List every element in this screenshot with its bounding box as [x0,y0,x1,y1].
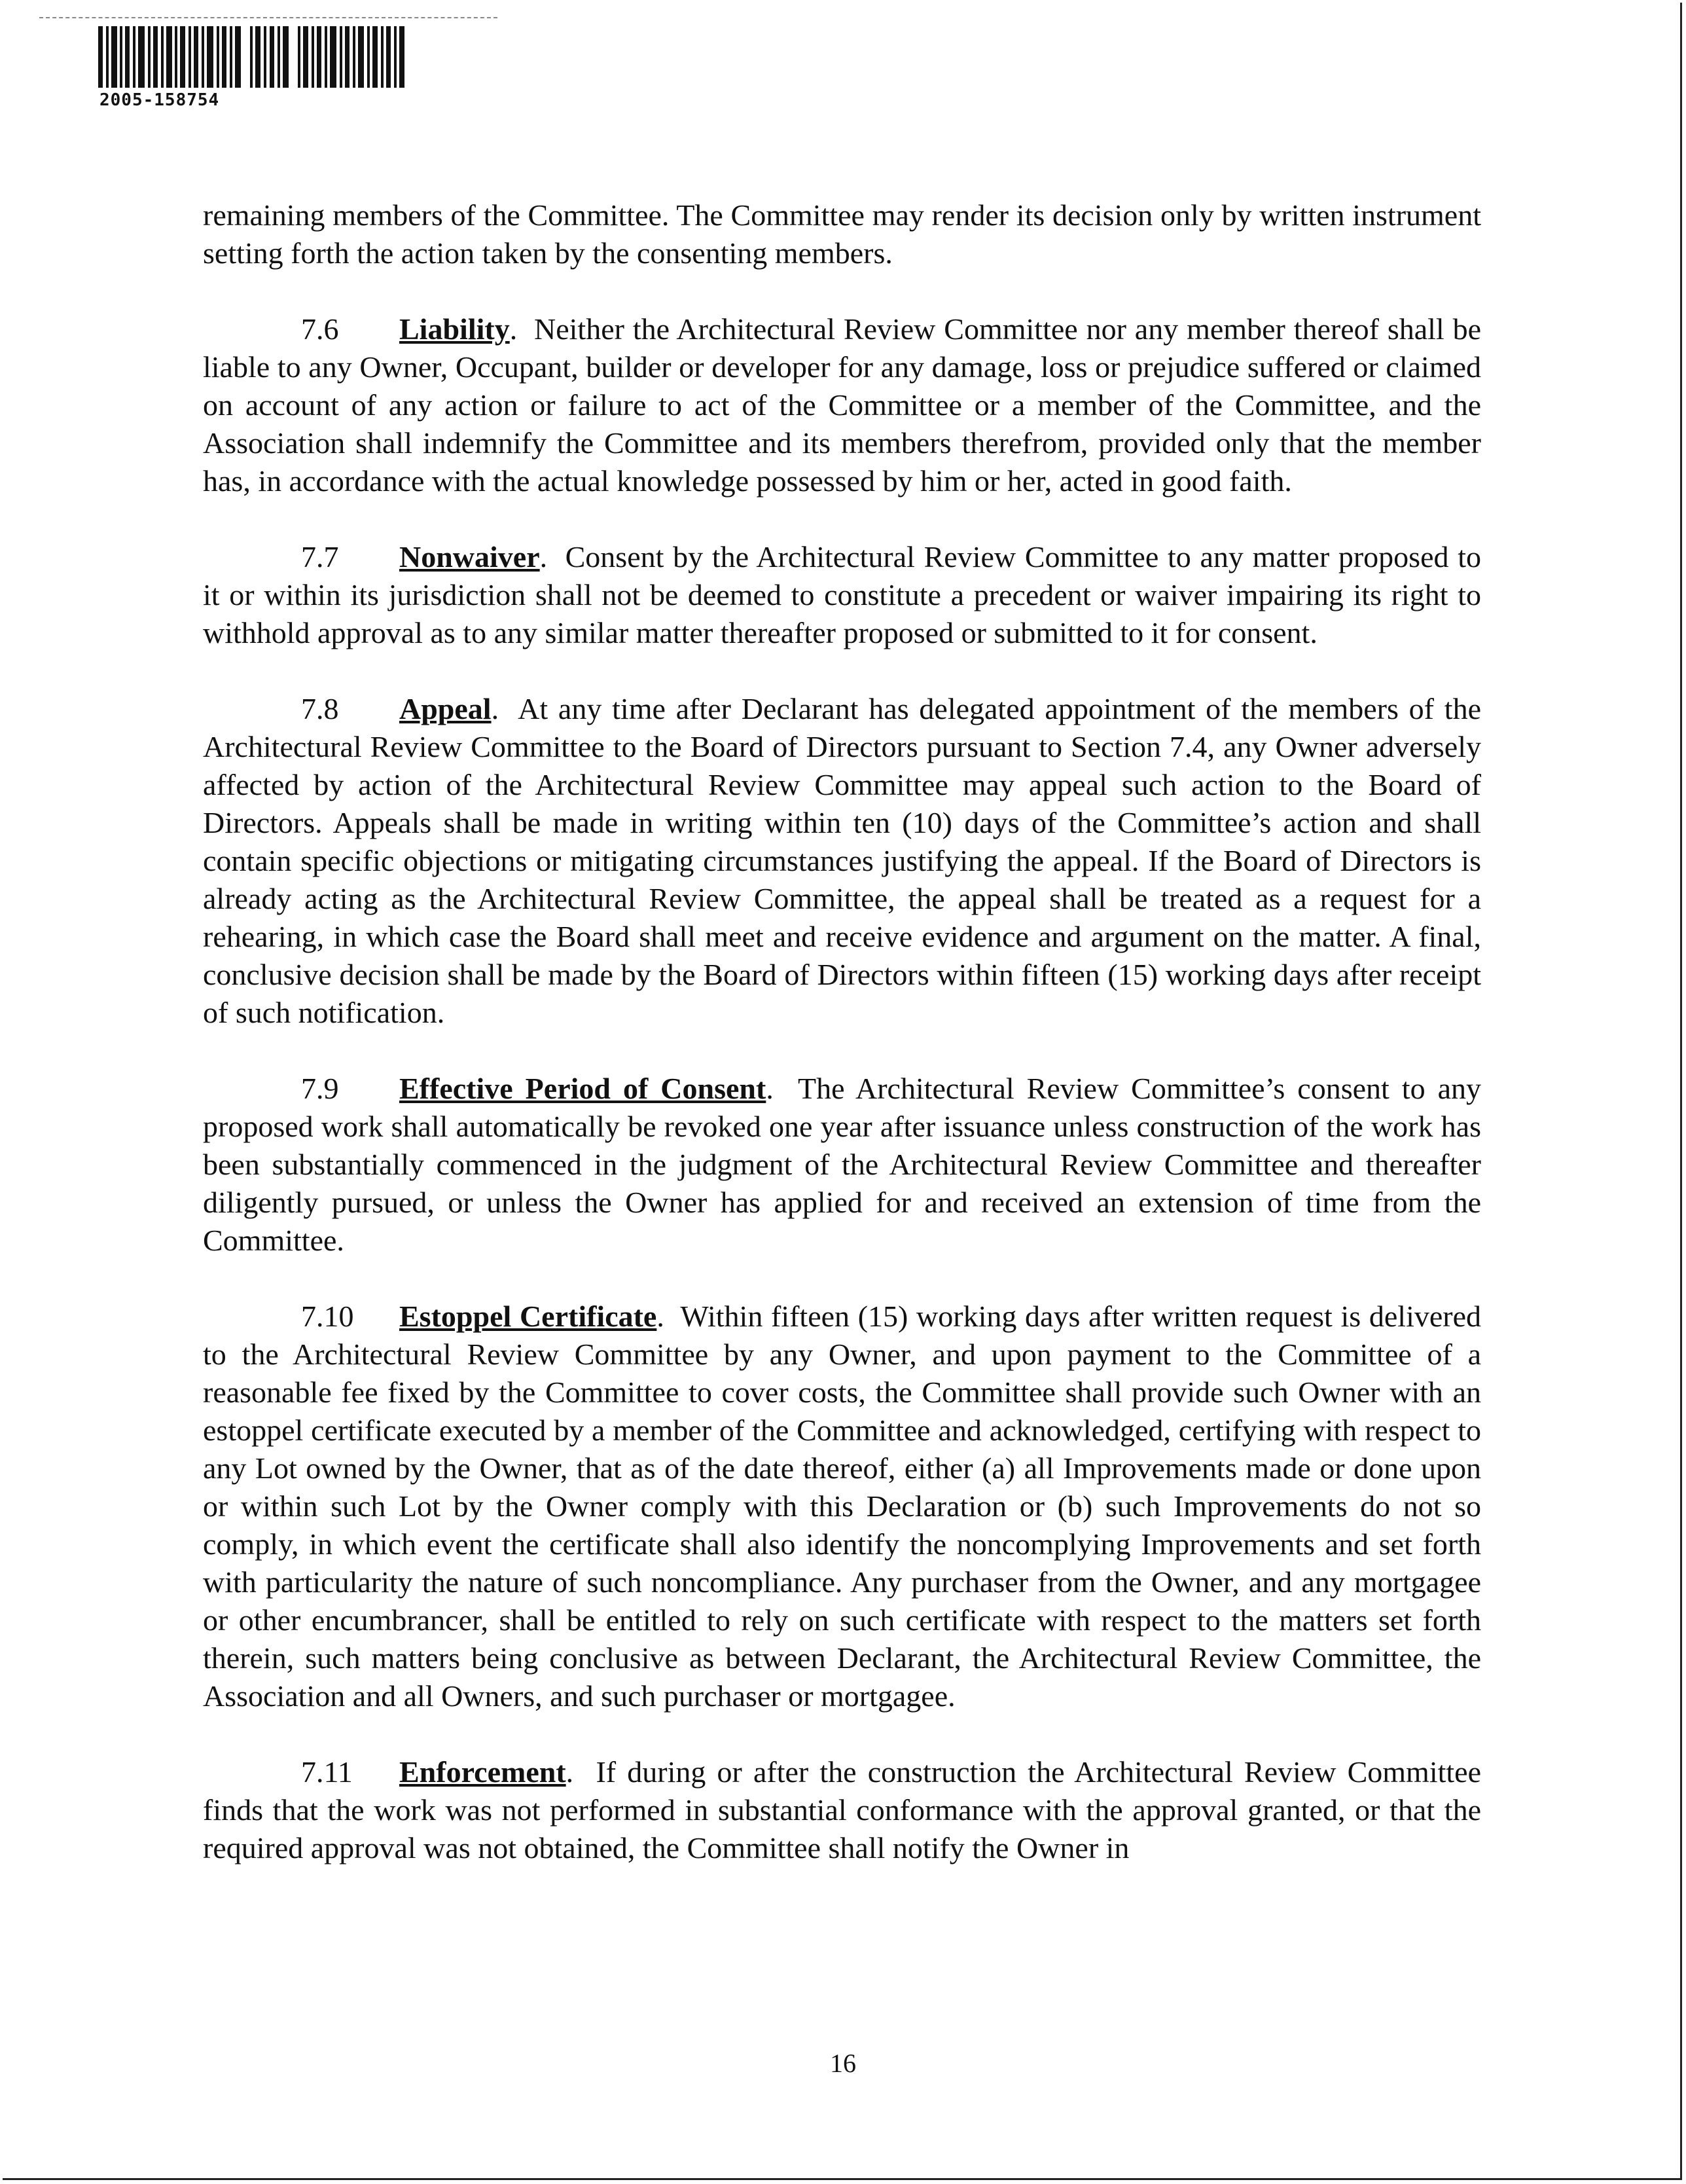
section-title: Appeal [399,692,492,725]
section-text: The Architectural Review Committee’s consent to any proposed work shall automatically be revoked one year after issuance unless construction of the work has been substantially commenced in the judgment of the Architectural Review Committee and thereafter diligently pursued, or unless the Owner has applied for and received an extension of time from the Committee. [203,1072,1481,1257]
section-text: Neither the Architectural Review Committee nor any member thereof shall be liable to any Owner, Occupant, builder or developer for any damage, loss or prejudice suffered or claimed on account of any action or failure to act of the Committee or a member of the Committee, and the Association shall indemnify the Committee and its members therefrom, provided only that the member has, in accordance with the actual knowledge possessed by him or her, acted in good faith. [203,312,1482,498]
document-body [203,196,1481,1905]
section-number: 7.10 [301,1300,354,1333]
section-7-6: 7.6 Liability. Neither the Architectural Review Committee nor any member thereof shall be liable to any Owner, Occupant, builder or developer for any damage, loss or prejudice suffered or claimed on account of any action or failure to act of the Committee or a member of the Committee, and the Association shall indemnify the Committee and its members therefrom, provided only that the member has, in accordance with the actual knowledge possessed by him or her, acted in good faith. [203,310,1481,500]
section-7-10: 7.10 Estoppel Certificate. Within fifteen (15) working days after written request is delivered to the Architectural Review Committee by any Owner, and upon payment to the Committee of a reasonable fee fixed by the Committee to cover costs, the Committee shall provide such Owner with an estoppel certificate executed by a member of the Committee and acknowledged, certifying with respect to any Lot owned by the Owner, that as of the date thereof, either (a) all Improvements made or done upon or within such Lot by the Owner comply with this Declaration or (b) such Improvements do not so comply, in which event the certificate shall also identify the noncomplying Improvements and set forth with particularity the nature of such noncompliance. Any purchaser from the Owner, and any mortgagee or other encumbrancer, shall be entitled to rely on such certificate with respect to the matters set forth therein, such matters being conclusive as between Declarant, the Architectural Review Committee, the Association and all Owners, and such purchaser or mortgagee. [203,1298,1481,1715]
section-7-9: 7.9 Effective Period of Consent. The Architectural Review Committee’s consent to any proposed work shall automatically be revoked one year after issuance unless construction of the work has been substantially commenced in the judgment of the Architectural Review Committee and thereafter diligently pursued, or unless the Owner has applied for and received an extension of time from the Committee. [203,1070,1481,1260]
section-title: Liability [399,312,510,346]
top-scan-rule [39,17,497,18]
section-number: 7.6 [301,312,339,346]
section-title: Enforcement [399,1755,566,1789]
section-title: Estoppel Certificate [399,1300,657,1333]
page-number: 16 [830,2048,856,2078]
section-7-7: 7.7 Nonwaiver. Consent by the Architectural Review Committee to any matter proposed to it or within its jurisdiction shall not be deemed to constitute a precedent or waiver impairing its right to withhold approval as to any similar matter thereafter proposed or submitted to it for consent. [203,538,1481,652]
section-7-8: 7.8 Appeal. At any time after Declarant has delegated appointment of the members of the Architectural Review Committee to the Board of Directors pursuant to Section 7.4, any Owner adversely affected by action of the Architectural Review Committee may appeal such action to the Board of Directors. Appeals shall be made in writing within ten (10) days of the Committee’s action and shall contain specific objections or mitigating circumstances justifying the appeal. If the Board of Directors is already acting as the Architectural Review Committee, the appeal shall be treated as a request for a rehearing, in which case the Board shall meet and receive evidence and argument on the matter. A final, conclusive decision shall be made by the Board of Directors within fifteen (15) working days after receipt of such notification. [203,690,1481,1032]
barcode-image [98,26,406,88]
intro-paragraph: remaining members of the Committee. The Committee may render its decision only by written instrument setting forth the action taken by the consenting members. [203,198,1481,270]
section-number: 7.8 [301,692,339,725]
section-title: Nonwaiver [399,540,540,573]
section-text: If during or after the construction the Architectural Review Committee finds that the work was not performed in substantial conformance with the approval granted, or that the required approval was not obtained, the Committee shall notify the Owner in [203,1755,1481,1865]
section-text: Within fifteen (15) working days after written request is delivered to the Architectural Review Committee by any Owner, and upon payment to the Committee of a reasonable fee fixed by the Committee to cover costs, the Committee shall provide such Owner with an estoppel certificate executed by a member of the Committee and acknowledged, certifying with respect to any Lot owned by the Owner, that as of the date thereof, either (a) all Improvements made or done upon or within such Lot by the Owner comply with this Declaration or (b) such Improvements do not so comply, in which event the certificate shall also identify the noncomplying Improvements and set forth with particularity the nature of such noncompliance. Any purchaser from the Owner, and any mortgagee or other encumbrancer, shall be entitled to rely on such certificate with respect to the matters set forth therein, such matters being conclusive as between Declarant, the Architectural Review Committee, the Association and all Owners, and such purchaser or mortgagee. [203,1300,1481,1713]
section-number: 7.9 [301,1072,339,1105]
section-title: Effective Period of Consent [399,1072,766,1105]
section-7-11: 7.11 Enforcement. If during or after the construction the Architectural Review Committee finds that the work was not performed in substantial conformance with the approval granted, or that the required approval was not obtained, the Committee shall notify the Owner in [203,1753,1481,1867]
document-number: 2005-158754 [99,90,220,110]
section-text: Consent by the Architectural Review Committee to any matter proposed to it or within its jurisdiction shall not be deemed to constitute a precedent or waiver impairing its right to withhold approval as to any similar matter thereafter proposed or submitted to it for consent. [203,540,1482,649]
section-text: At any time after Declarant has delegated appointment of the members of the Architectural Review Committee to the Board of Directors pursuant to Section 7.4, any Owner adversely affected by action of the Architectural Review Committee may appeal such action to the Board of Directors. Appeals shall be made in writing within ten (10) days of the Committee’s action and shall contain specific objections or mitigating circumstances justifying the appeal. If the Board of Directors is already acting as the Architectural Review Committee, the appeal shall be treated as a request for a rehearing, in which case the Board shall meet and receive evidence and argument on the matter. A final, conclusive decision shall be made by the Board of Directors within fifteen (15) working days after receipt of such notification. [203,692,1481,1029]
section-number: 7.7 [301,540,339,573]
section-number: 7.11 [301,1755,353,1789]
